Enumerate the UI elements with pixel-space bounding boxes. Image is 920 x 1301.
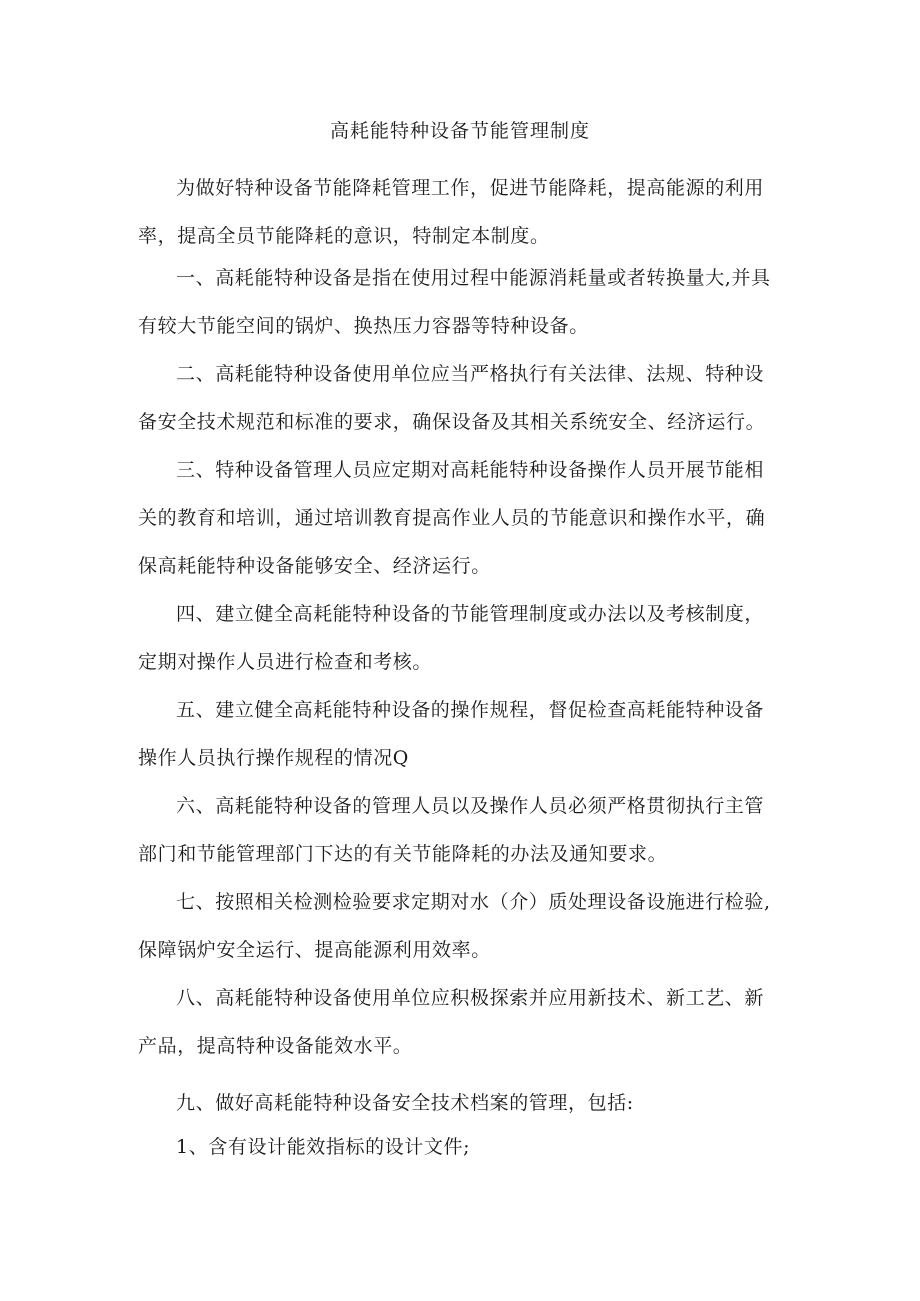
paragraph-intro xyxy=(138,164,788,260)
paragraph-item-4 xyxy=(138,590,788,686)
paragraph-line: 二、高耗能特种设备使用单位应当严格执行有关法律、法规、特种设 xyxy=(176,363,765,385)
paragraph-line: 九、做好高耗能特种设备安全技术档案的管理，包括: xyxy=(176,1092,634,1114)
paragraph-item-7 xyxy=(138,878,788,974)
paragraph-line: 八、高耗能特种设备使用单位应积极探索并应用新技术、新工艺、新 xyxy=(176,987,765,1009)
paragraph-line: 定期对操作人员进行检查和考核。 xyxy=(138,651,433,673)
paragraph-line: 操作人员执行操作规程的情况Q xyxy=(138,747,409,769)
paragraph-item-1 xyxy=(138,254,788,350)
paragraph-line: 七、按照相关检测检验要求定期对水（介）质处理设备设施进行检验, xyxy=(176,891,771,913)
paragraph-line: 率，提高全员节能降耗的意识，特制定本制度。 xyxy=(138,225,550,247)
paragraph-item-5 xyxy=(138,686,788,782)
paragraph-line: 保障锅炉安全运行、提高能源利用效率。 xyxy=(138,939,491,961)
paragraph-item-6 xyxy=(138,782,788,878)
paragraph-line: 四、建立健全高耗能特种设备的节能管理制度或办法以及考核制度， xyxy=(176,603,765,625)
paragraph-line: 有较大节能空间的锅炉、换热压力容器等特种设备。 xyxy=(138,315,589,337)
paragraph-item-9 xyxy=(138,1079,788,1127)
paragraph-line: 五、建立健全高耗能特种设备的操作规程，督促检查高耗能特种设备 xyxy=(176,699,765,721)
paragraph-line: 保高耗能特种设备能够安全、经济运行。 xyxy=(138,555,491,577)
paragraph-line: 部门和节能管理部门下达的有关节能降耗的办法及通知要求。 xyxy=(138,843,668,865)
paragraph-item-8 xyxy=(138,974,788,1070)
paragraph-line: 为做好特种设备节能降耗管理工作，促进节能降耗，提高能源的利用 xyxy=(176,177,765,199)
paragraph-line: 三、特种设备管理人员应定期对高耗能特种设备操作人员开展节能相 xyxy=(176,459,765,481)
paragraph-item-2 xyxy=(138,350,788,446)
paragraph-line: 备安全技术规范和标准的要求，确保设备及其相关系统安全、经济运行。 xyxy=(138,411,766,433)
paragraph-line: 关的教育和培训，通过培训教育提高作业人员的节能意识和操作水平，确 xyxy=(138,507,766,529)
paragraph-line: 一、高耗能特种设备是指在使用过程中能源消耗量或者转换量大,并具 xyxy=(176,267,771,289)
document-title: 高耗能特种设备节能管理制度 xyxy=(329,120,590,142)
paragraph-line: 1、含有设计能效指标的设计文件; xyxy=(176,1136,471,1158)
paragraph-line: 产品，提高特种设备能效水平。 xyxy=(138,1035,413,1057)
paragraph-item-9-1 xyxy=(138,1123,788,1171)
paragraph-item-3 xyxy=(138,446,788,590)
paragraph-line: 六、高耗能特种设备的管理人员以及操作人员必须严格贯彻执行主管 xyxy=(176,795,765,817)
